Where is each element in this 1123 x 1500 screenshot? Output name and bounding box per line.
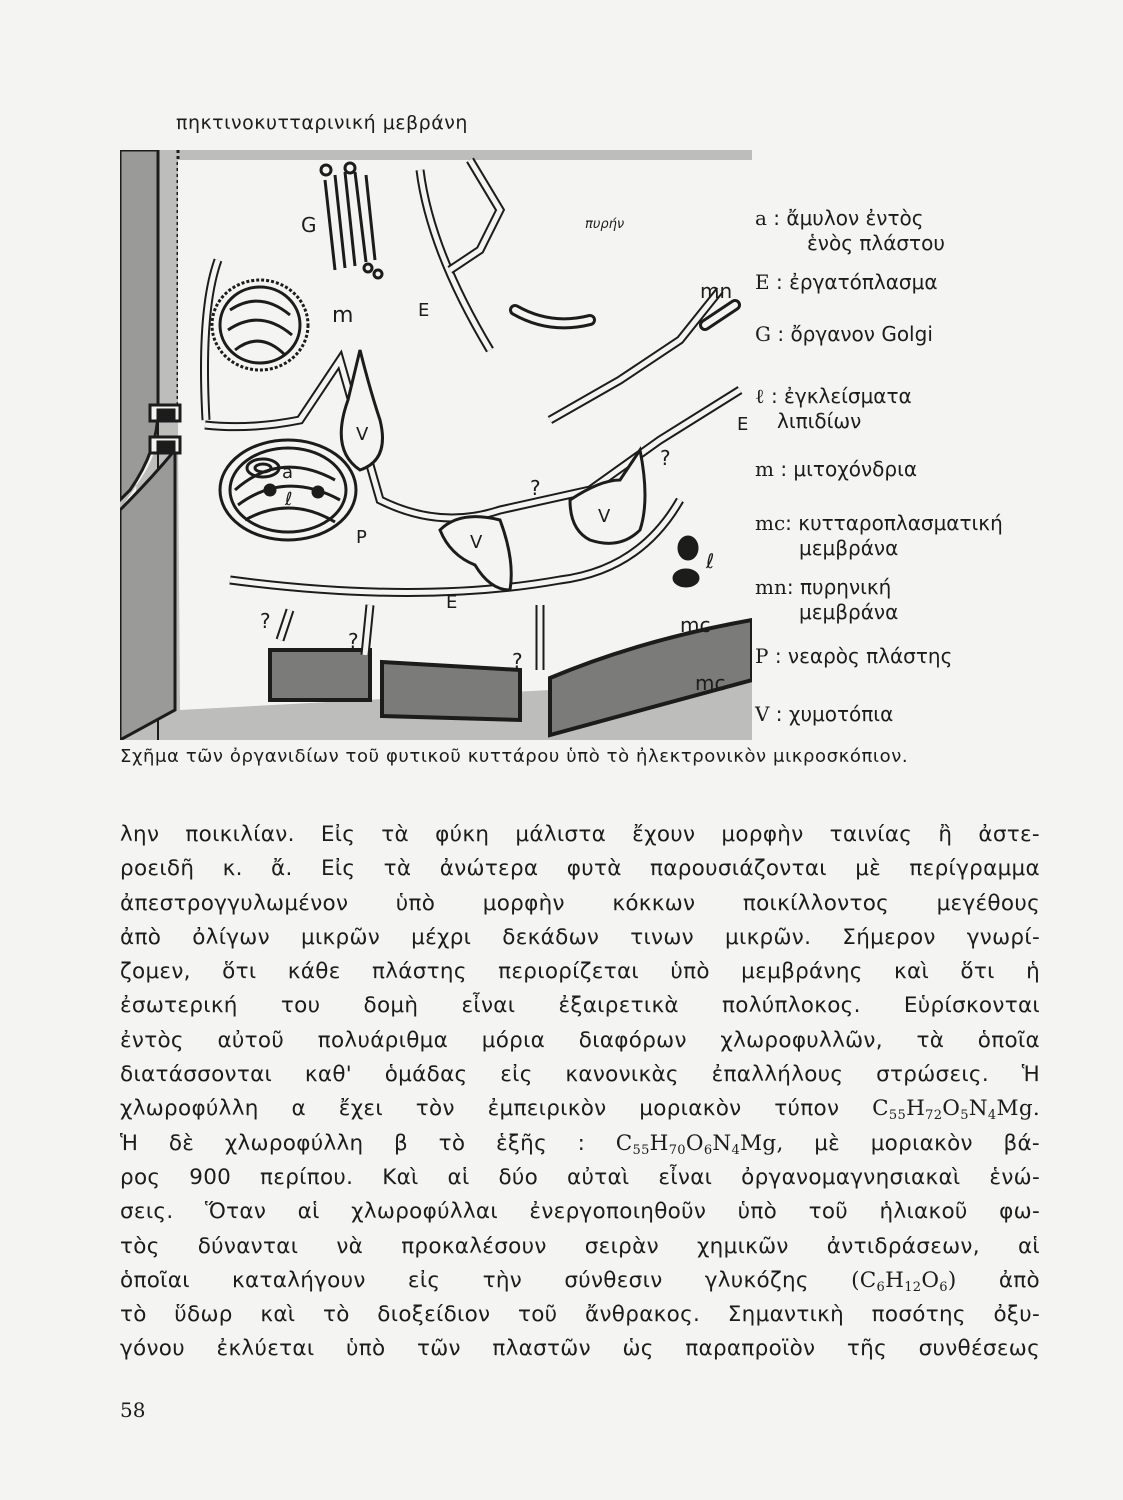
label-E-bottom: E [446,592,458,613]
text-line: ἐντὸς αὐτοῦ πολυάριθμα μόρια διαφόρων χλωροφυλλῶν, τὰ ὁποῖα [120,1027,1040,1053]
label-E-right: E [737,414,749,435]
legend-item-m: m : μιτοχόνδρια [755,457,918,481]
label-G: G [301,213,317,237]
legend-item-E: E : ἐργατόπλασμα [755,270,938,294]
formula-chlorophyll-b: $C_{55}H_{70}O_6N_4Mg$, [615,1130,784,1158]
text-line: ἀπὸ ὀλίγων μικρῶν μέχρι δεκάδων τινων μικρῶν. Σήμερον γνωρί- [120,924,1040,950]
text-line: ἐσωτερική του δομὴ εἶναι ἐξαιρετικὰ πολύπλοκος. Εὑρίσκονται [120,993,1040,1019]
text-line: σεις. Ὅταν αἱ χλωροφύλλαι ἐνεργοποιηθοῦν ὑπὸ τοῦ ἡλιακοῦ φω- [120,1199,1040,1225]
figure-title: πηκτινοκυτταρινική μεβράνη [176,112,468,134]
legend-item-l: ℓ : ἐγκλείσματα λιπιδίων [755,384,912,433]
formula-chlorophyll-a: $C_{55}H_{72}O_5N_4Mg$. [872,1096,1041,1124]
label-V-3: V [598,506,611,527]
formula-glucose: $(C_6H_{12}O_6)$ [851,1267,957,1295]
label-q-2: ? [660,446,671,470]
text-line: διατάσσονται καθ' ὁμάδας εἰς κανονικὰς ἐπαλλήλους στρώσεις. Ἡ [120,1062,1040,1088]
label-mn: mn [700,279,733,303]
label-q-1: ? [530,476,541,500]
label-q-3: ? [260,609,271,633]
text-line: ἀπεστρογγυλωμένον ὑπὸ μορφὴν κόκκων ποικίλλοντος μεγέθους [120,890,1040,916]
label-mc-2: mc [695,671,726,695]
label-P: P [356,527,367,548]
text-line: ὁποῖαι καταλήγουν εἰς τὴν σύνθεσιν γλυκόζης $(C_6H_{12}O_6)$ ἀπὸ [120,1267,1040,1295]
text-line: γόνου ἐκλύεται ὑπὸ τῶν πλαστῶν ὡς παραπροϊὸν τῆς συνθέσεως [120,1336,1040,1362]
body-paragraph [120,818,1040,1367]
legend-item-V: V : χυμοτόπια [755,702,894,726]
text-line: χλωροφύλλη α ἔχει τὸν ἐμπειρικὸν μοριακὸν τύπον $C_{55}H_{72}O_5N_4Mg$. [120,1096,1041,1124]
label-m: m [332,303,354,328]
cell-organelles-diagram [120,150,752,740]
label-q-4: ? [348,629,359,653]
page-number: 58 [120,1398,146,1422]
legend-item-P: P : νεαρὸς πλάστης [755,644,953,668]
text-line: Ἡ δὲ χλωροφύλλη β τὸ ἑξῆς : $C_{55}H_{70}O_6N_4Mg$, μὲ μοριακὸν βά- [120,1130,1040,1158]
label-E-top: E [418,300,430,321]
text-line: ζομεν, ὅτι κάθε πλάστης περιορίζεται ὑπὸ μεμβράνης καὶ ὅτι ἡ [120,959,1040,985]
label-l-plastid: ℓ [285,489,293,510]
label-mc-1: mc [680,613,711,637]
label-l-droplet: ℓ [706,549,715,573]
text-line: ροειδῆ κ. ἄ. Εἰς τὰ ἀνώτερα φυτὰ παρουσιάζονται μὲ περίγραμμα [120,856,1040,882]
legend-item-mc: mc: κυτταροπλασματική μεμβράνα [755,511,1003,560]
text-line: λην ποικιλίαν. Εἰς τὰ φύκη μάλιστα ἔχουν μορφὴν ταινίας ἢ ἀστε- [120,822,1040,847]
label-a: a [282,462,294,483]
legend-item-mn: mn: πυρηνική μεμβράνα [755,575,899,624]
legend-item-a: a : ἄμυλον ἐντὸς ἑνὸς πλάστου [755,206,945,255]
label-V-1: V [356,424,369,445]
figure-caption: Σχῆμα τῶν ὀργανιδίων τοῦ φυτικοῦ κυττάρου ὑπὸ τὸ ἠλεκτρονικὸν μικροσκόπιον. [120,746,909,767]
legend-item-G: G : ὄργανον Golgi [755,322,933,346]
text-line: τὸ ὕδωρ καὶ τὸ διοξείδιον τοῦ ἄνθρακος. Σημαντικὴ ποσότης ὀξυ- [120,1302,1040,1328]
text-line: ρος 900 περίπου. Καὶ αἱ δύο αὐταὶ εἶναι ὀργανομαγνησιακαὶ ἑνώ- [120,1164,1040,1190]
label-V-2: V [470,532,483,553]
text-line: τὸς δύνανται νὰ προκαλέσουν σειρὰν χημικῶν ἀντιδράσεων, αἱ [120,1233,1040,1259]
label-q-5: ? [512,649,523,673]
label-pyrin: πυρήν [585,217,625,232]
